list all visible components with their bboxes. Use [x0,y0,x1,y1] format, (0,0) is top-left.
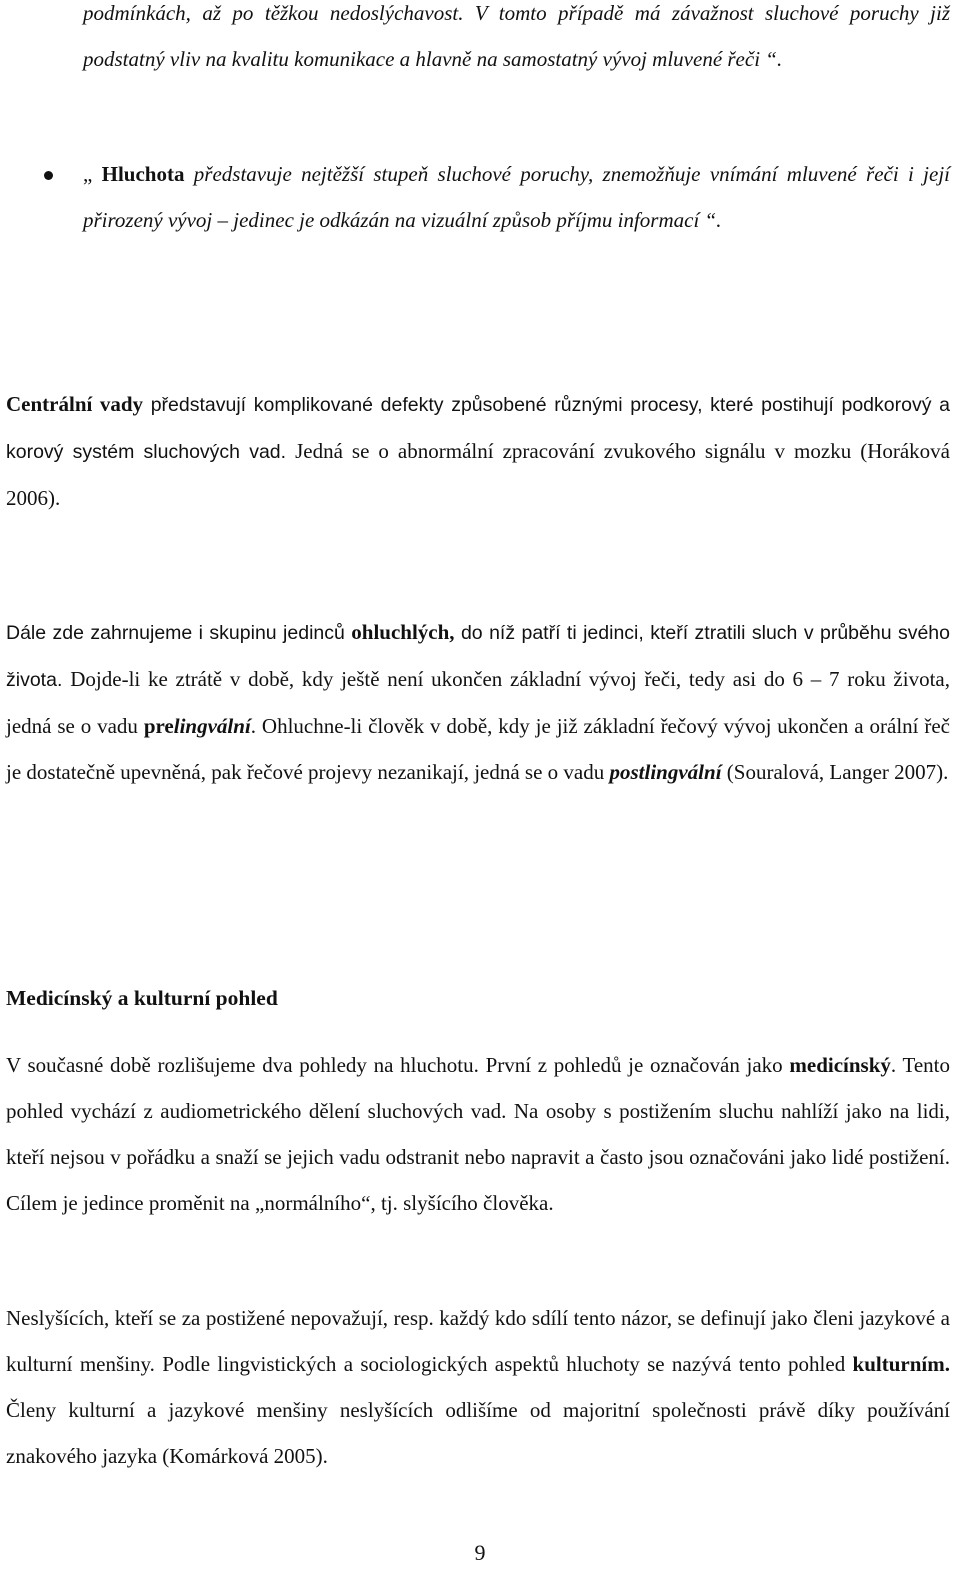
central-text-2: Jedná se o abnormální zpracování zvukového signálu v mozku (Horáková 2006). [6,439,951,510]
term-prelingval: prelingvální [143,714,251,738]
medical-text-1: V současné době rozlišujeme dva pohledy na hluchotu. První z pohledů je označován jako [6,1053,790,1077]
term-central: Centrální vady [6,392,144,416]
bullet-term-hluchota: Hluchota [101,162,185,186]
paragraph-ohluchli [6,609,950,795]
ohluchli-text-2: do níž patří ti jedinci, kteří ztratili sluch v průběhu svého života. [6,622,950,691]
term-cultural: kulturním. [852,1352,950,1376]
cultural-text-1: Neslyšících, kteří se za postižené nepovažují, resp. každý kdo sdílí tento názor, se definují jako členi jazykové a kulturní menšiny. Podle lingvistických a sociologických aspektů hluchoty se nazývá tento pohled [6,1306,950,1376]
central-text-1: představují komplikované defekty způsobené různými procesy, které postihují podkorový a korový systém sluchových vad. [6,394,950,463]
term-medical: medicínský [789,1053,891,1077]
paragraph-cultural [6,1295,950,1479]
page-number: 9 [474,1540,486,1565]
bullet-continuation [83,0,950,82]
ohluchli-text-4: . Ohluchne-li člověk v době, kdy je již základní řečový vývoj ukončen a orální řeč je dostatečně upevněná, pak řečové projevy nezanikají, jedná se o vadu [6,714,950,784]
bullet-open-quote: „ [83,162,102,186]
bullet-dot [44,171,53,180]
cultural-text-2: Členy kulturní a jazykové menšiny neslyšících odlišíme od majoritní společnosti právě díky používání znakového jazyka (Komárková 2005). [6,1398,950,1468]
term-ohluchli: ohluchlých, [351,620,455,644]
ohluchli-text-5: (Souralová, Langer 2007). [721,760,949,784]
section-heading: Medicínský a kulturní pohled [6,986,278,1010]
bullet-hluchota [83,151,950,243]
ohluchli-text-1: Dále zde zahrnujeme i skupinu jedinců [6,622,352,644]
paragraph-medical [6,1042,950,1226]
medical-text-2: . Tento pohled vychází z audiometrického dělení sluchových vad. Na osoby s postižením sluchu nahlíží jako na lidi, kteří nejsou v pořádku a snaží se jejich vadu odstranit nebo napravit a často jsou označováni jako lidé postižení. Cílem je jedince proměnit na „normálního“, tj. slyšícího člověka. [6,1053,950,1215]
term-postlingval: postlingvální [609,760,722,784]
ohluchli-text-3: Dojde-li ke ztrátě v době, kdy ještě není ukončen základní vývoj řeči, tedy asi do 6 – 7 roku života, jedná se o vadu [6,667,950,738]
bullet-hluchota-text: představuje nejtěžší stupeň sluchové poruchy, znemožňuje vnímání mluvené řeči i její přirozený vývoj – jedinec je odkázán na vizuální způsob příjmu informací “. [83,162,950,232]
paragraph-central [6,381,950,521]
bullet-continuation-text: podmínkách, až po těžkou nedoslýchavost. V tomto případě má závažnost sluchové poruchy již podstatný vliv na kvalitu komunikace a hlavně na samostatný vývoj mluvené řeči “. [83,1,950,71]
